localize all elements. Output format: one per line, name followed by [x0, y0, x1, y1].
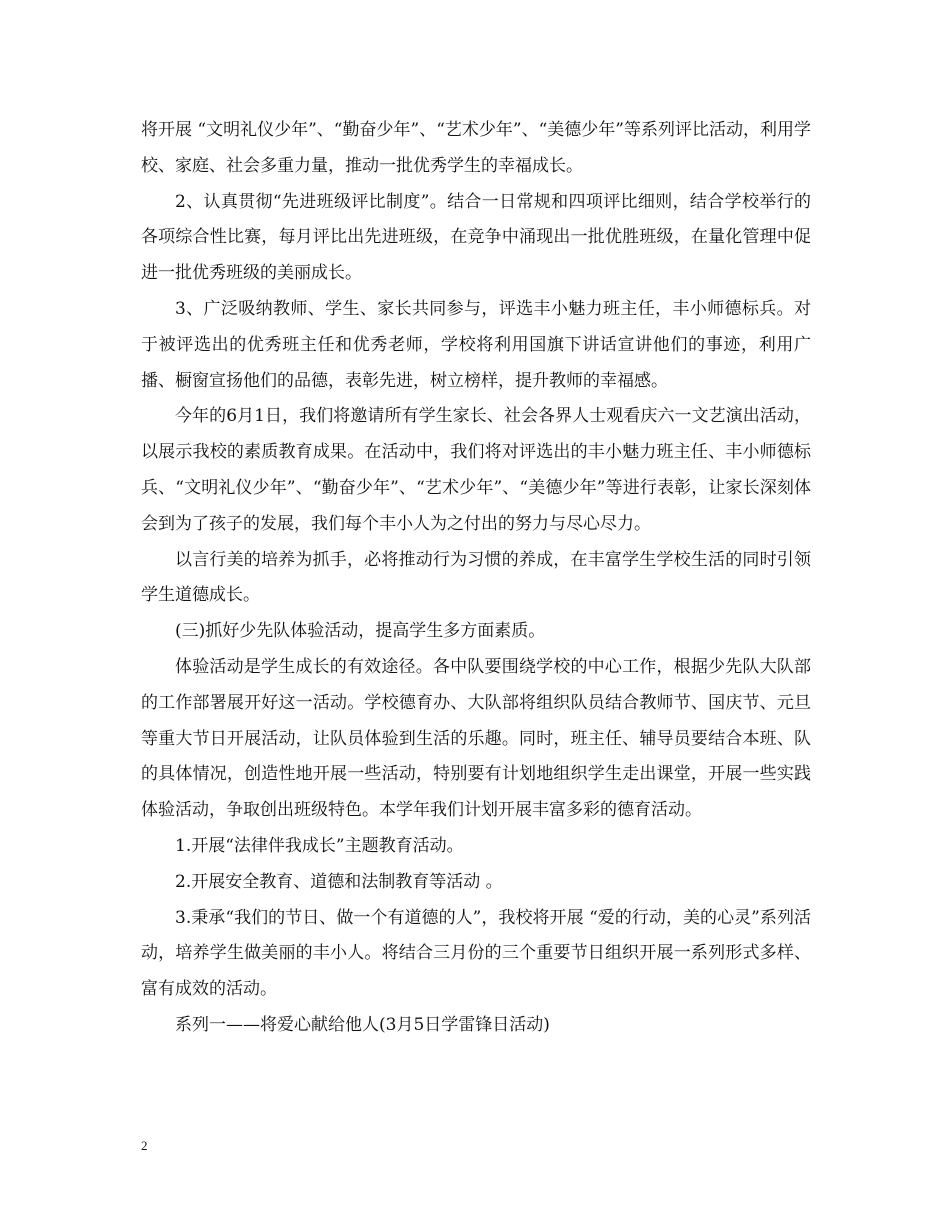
paragraph-1: 将开展 “文明礼仪少年”、“勤奋少年”、“艺术少年”、“美德少年”等系列评比活动，利用学校、家庭、社会多重力量，推动一批优秀学生的幸福成长。: [141, 120, 811, 176]
paragraph-4: 今年的6月1日，我们将邀请所有学生家长、社会各界人士观看庆六一文艺演出活动，以展示我校的素质教育成果。在活动中，我们将对评选出的丰小魅力班主任、丰小师德标兵、“文明礼仪少年”、“勤奋少年”、“艺术少年”、“美德少年”等进行表彰，让家长深刻体会到为了孩子的发展，我们每个丰小人为之付出的努力与尽心尽力。: [141, 406, 811, 534]
page-body: [141, 113, 811, 1044]
paragraph-5: 以言行美的培养为抓手，必将推动行为习惯的养成，在丰富学生学校生活的同时引领学生道德成长。: [141, 549, 811, 606]
section-heading-3: (三)抓好少先队体验活动，提高学生多方面素质。: [175, 621, 546, 642]
list-item-1: 1.开展“法律伴我成长”主题教育活动。: [175, 835, 464, 856]
paragraph-2: 2、认真贯彻“先进班级评比制度”。结合一日常规和四项评比细则，结合学校举行的各项综合性比赛，每月评比出先进班级，在竞争中涌现出一批优胜班级，在量化管理中促进一批优秀班级的美丽成长。: [141, 191, 811, 284]
list-item-2: 2.开展安全教育、道德和法制教育等活动 。: [175, 871, 503, 892]
paragraph-3: 3、广泛吸纳教师、学生、家长共同参与，评选丰小魅力班主任，丰小师德标兵。对于被评选出的优秀班主任和优秀老师，学校将利用国旗下讲话宣讲他们的事迹，利用广播、橱窗宣扬他们的品德，表彰先进，树立榜样，提升教师的幸福感。: [141, 298, 811, 391]
list-item-3: 3.秉承“我们的节日、做一个有道德的人”，我校将开展 “爱的行动，美的心灵”系列活动，培养学生做美丽的丰小人。将结合三月份的三个重要节日组织开展一系列形式多样、富有成效的活动。: [141, 907, 811, 1000]
series-heading-1: 系列一——将爱心献给他人(3月5日学雷锋日活动): [175, 1014, 550, 1035]
paragraph-7: 体验活动是学生成长的有效途径。各中队要围绕学校的中心工作，根据少先队大队部的工作部署展开好这一活动。学校德育办、大队部将组织队员结合教师节、国庆节、元旦等重大节日开展活动，让队员体验到生活的乐趣。同时，班主任、辅导员要结合本班、队的具体情况，创造性地开展一些活动，特别要有计划地组织学生走出课堂，开展一些实践体验活动，争取创出班级特色。本学年我们计划开展丰富多彩的德育活动。: [141, 656, 811, 821]
page-number: 2: [141, 1138, 148, 1153]
